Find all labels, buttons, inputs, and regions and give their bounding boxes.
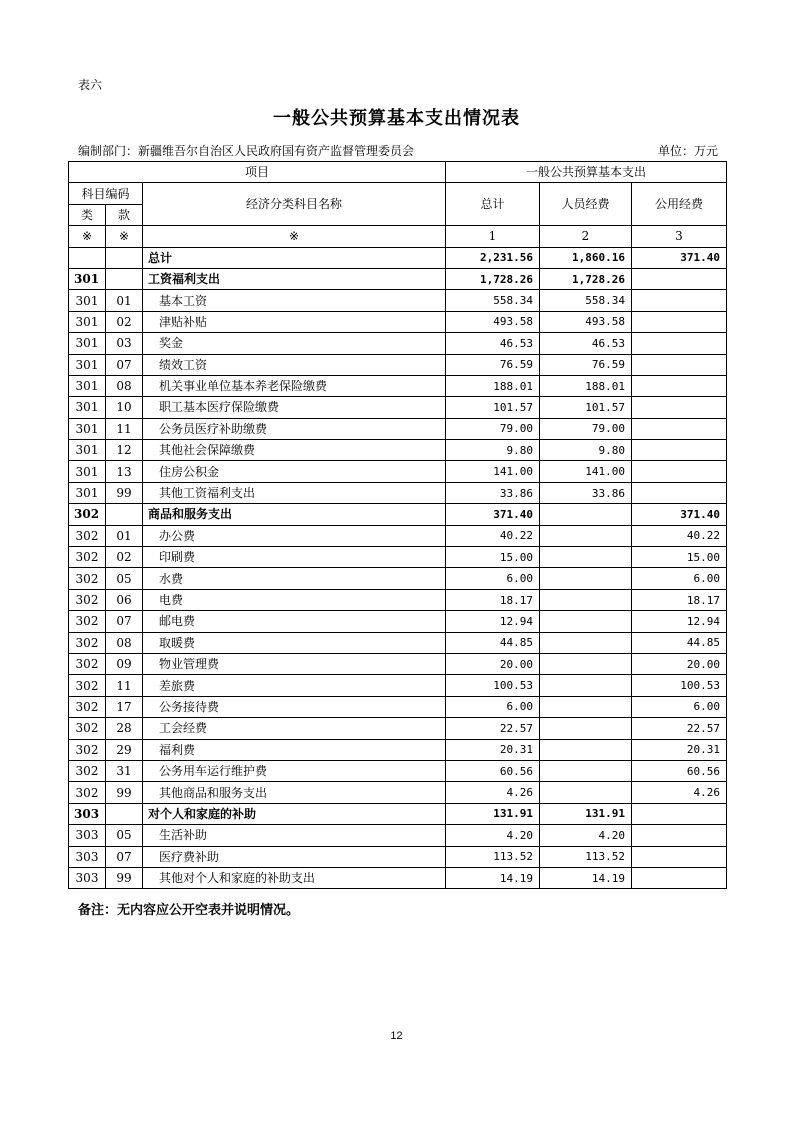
class-code-cell: 301 [69, 354, 106, 375]
personnel-cell [540, 653, 632, 674]
total-cell: 22.57 [446, 718, 540, 739]
public-cell [632, 268, 727, 289]
total-cell: 6.00 [446, 696, 540, 717]
table-row [69, 760, 727, 781]
table-row [69, 482, 727, 503]
class-code-cell: 301 [69, 397, 106, 418]
personnel-cell: 188.01 [540, 375, 632, 396]
item-name-cell: 电费 [143, 589, 446, 610]
header-project: 项目 [69, 162, 446, 183]
table-row [69, 718, 727, 739]
public-cell: 371.40 [632, 504, 727, 525]
section-code-cell: 06 [106, 589, 143, 610]
section-code-cell: 99 [106, 867, 143, 888]
item-name-cell: 办公费 [143, 525, 446, 546]
header-subject-code: 科目编码 [69, 183, 143, 204]
public-cell: 18.17 [632, 589, 727, 610]
section-code-cell: 01 [106, 290, 143, 311]
personnel-cell [540, 568, 632, 589]
department-label: 编制部门：新疆维吾尔自治区人民政府国有资产监督管理委员会 [78, 144, 415, 158]
class-code-cell: 301 [69, 418, 106, 439]
table-row [69, 311, 727, 332]
class-code-cell: 303 [69, 803, 106, 824]
item-name-cell: 邮电费 [143, 611, 446, 632]
table-row [69, 632, 727, 653]
item-name-cell: 公务用车运行维护费 [143, 760, 446, 781]
section-code-cell [106, 803, 143, 824]
personnel-cell [540, 504, 632, 525]
total-cell: 44.85 [446, 632, 540, 653]
section-code-cell: 03 [106, 333, 143, 354]
class-code-cell: 301 [69, 375, 106, 396]
group-row [69, 504, 727, 525]
class-code-cell: 302 [69, 525, 106, 546]
item-name-cell: 工会经费 [143, 718, 446, 739]
personnel-cell [540, 782, 632, 803]
section-code-cell: 28 [106, 718, 143, 739]
item-name-cell: 印刷费 [143, 547, 446, 568]
personnel-cell: 79.00 [540, 418, 632, 439]
col-number-1: 1 [446, 226, 540, 247]
group-row [69, 803, 727, 824]
public-cell [632, 461, 727, 482]
item-name-cell: 商品和服务支出 [143, 504, 446, 525]
personnel-cell [540, 739, 632, 760]
item-name-cell: 奖金 [143, 333, 446, 354]
header-public: 公用经费 [632, 183, 727, 226]
public-cell [632, 354, 727, 375]
section-code-cell: 99 [106, 482, 143, 503]
class-code-cell: 302 [69, 696, 106, 717]
total-cell: 20.31 [446, 739, 540, 760]
public-cell: 4.26 [632, 782, 727, 803]
class-code-cell: 301 [69, 290, 106, 311]
class-code-cell: 302 [69, 653, 106, 674]
item-name-cell: 其他社会保障缴费 [143, 440, 446, 461]
item-name-cell: 绩效工资 [143, 354, 446, 375]
table-row [69, 440, 727, 461]
table-label: 表六 [78, 78, 103, 92]
item-name-cell: 其他工资福利支出 [143, 482, 446, 503]
personnel-cell: 131.91 [540, 803, 632, 824]
personnel-cell: 4.20 [540, 825, 632, 846]
col-number-3: 3 [632, 226, 727, 247]
personnel-cell [540, 718, 632, 739]
section-code-cell: 31 [106, 760, 143, 781]
total-cell: 15.00 [446, 547, 540, 568]
header-budget-group: 一般公共预算基本支出 [446, 162, 727, 183]
personnel-cell: 558.34 [540, 290, 632, 311]
class-code-cell: 302 [69, 589, 106, 610]
personnel-cell [540, 525, 632, 546]
table-row [69, 739, 727, 760]
public-cell [632, 333, 727, 354]
mark-class: ※ [69, 226, 106, 247]
section-code-cell: 05 [106, 568, 143, 589]
total-cell: 113.52 [446, 846, 540, 867]
header-section: 款 [106, 204, 143, 225]
item-name-cell: 公务接待费 [143, 696, 446, 717]
public-cell: 44.85 [632, 632, 727, 653]
mark-section: ※ [106, 226, 143, 247]
item-name-cell: 取暖费 [143, 632, 446, 653]
item-name-cell: 住房公积金 [143, 461, 446, 482]
total-cell: 9.80 [446, 440, 540, 461]
class-code-cell: 301 [69, 311, 106, 332]
table-row [69, 290, 727, 311]
personnel-cell: 76.59 [540, 354, 632, 375]
total-cell: 14.19 [446, 867, 540, 888]
class-code-cell: 302 [69, 504, 106, 525]
personnel-cell: 46.53 [540, 333, 632, 354]
section-code-cell: 01 [106, 525, 143, 546]
class-code-cell [69, 247, 106, 268]
public-cell [632, 311, 727, 332]
personnel-cell [540, 696, 632, 717]
item-name-cell: 机关事业单位基本养老保险缴费 [143, 375, 446, 396]
table-row [69, 867, 727, 888]
public-cell: 6.00 [632, 568, 727, 589]
public-cell [632, 440, 727, 461]
public-cell [632, 375, 727, 396]
total-cell: 18.17 [446, 589, 540, 610]
total-cell: 131.91 [446, 803, 540, 824]
class-code-cell: 301 [69, 440, 106, 461]
public-cell: 20.00 [632, 653, 727, 674]
public-cell [632, 803, 727, 824]
section-code-cell: 09 [106, 653, 143, 674]
section-code-cell: 02 [106, 311, 143, 332]
personnel-cell: 113.52 [540, 846, 632, 867]
public-cell: 22.57 [632, 718, 727, 739]
class-code-cell: 302 [69, 782, 106, 803]
total-cell: 101.57 [446, 397, 540, 418]
section-code-cell [106, 247, 143, 268]
public-cell: 6.00 [632, 696, 727, 717]
total-cell: 100.53 [446, 675, 540, 696]
public-cell [632, 290, 727, 311]
public-cell: 371.40 [632, 247, 727, 268]
class-code-cell: 302 [69, 547, 106, 568]
section-code-cell: 08 [106, 375, 143, 396]
public-cell [632, 867, 727, 888]
table-row [69, 782, 727, 803]
header-row-4 [69, 226, 727, 247]
item-name-cell: 总计 [143, 247, 446, 268]
class-code-cell: 302 [69, 760, 106, 781]
unit-label: 单位：万元 [657, 144, 718, 158]
class-code-cell: 302 [69, 632, 106, 653]
section-code-cell: 11 [106, 675, 143, 696]
public-cell: 60.56 [632, 760, 727, 781]
item-name-cell: 职工基本医疗保险缴费 [143, 397, 446, 418]
table-row [69, 653, 727, 674]
table-row [69, 825, 727, 846]
table-row [69, 525, 727, 546]
item-name-cell: 生活补助 [143, 825, 446, 846]
section-code-cell: 07 [106, 611, 143, 632]
total-cell: 12.94 [446, 611, 540, 632]
personnel-cell [540, 611, 632, 632]
class-code-cell: 303 [69, 825, 106, 846]
class-code-cell: 302 [69, 675, 106, 696]
public-cell [632, 418, 727, 439]
total-cell: 493.58 [446, 311, 540, 332]
public-cell: 40.22 [632, 525, 727, 546]
page-number: 12 [390, 1030, 403, 1042]
personnel-cell: 141.00 [540, 461, 632, 482]
public-cell: 20.31 [632, 739, 727, 760]
header-class: 类 [69, 204, 106, 225]
total-cell: 20.00 [446, 653, 540, 674]
section-code-cell: 29 [106, 739, 143, 760]
personnel-cell [540, 675, 632, 696]
footnote: 备注：无内容应公开空表并说明情况。 [78, 903, 300, 918]
table-row [69, 375, 727, 396]
personnel-cell: 14.19 [540, 867, 632, 888]
personnel-cell: 1,728.26 [540, 268, 632, 289]
section-code-cell: 07 [106, 354, 143, 375]
total-cell: 40.22 [446, 525, 540, 546]
personnel-cell [540, 547, 632, 568]
class-code-cell: 302 [69, 718, 106, 739]
section-code-cell: 13 [106, 461, 143, 482]
public-cell [632, 482, 727, 503]
public-cell: 15.00 [632, 547, 727, 568]
item-name-cell: 基本工资 [143, 290, 446, 311]
table-row [69, 568, 727, 589]
class-code-cell: 302 [69, 739, 106, 760]
header-econ-name: 经济分类科目名称 [143, 183, 446, 226]
header-total: 总计 [446, 183, 540, 226]
personnel-cell: 33.86 [540, 482, 632, 503]
section-code-cell: 99 [106, 782, 143, 803]
section-code-cell [106, 504, 143, 525]
personnel-cell: 1,860.16 [540, 247, 632, 268]
public-cell [632, 846, 727, 867]
public-cell [632, 397, 727, 418]
section-code-cell [106, 268, 143, 289]
total-cell: 1,728.26 [446, 268, 540, 289]
personnel-cell [540, 632, 632, 653]
total-cell: 6.00 [446, 568, 540, 589]
section-code-cell: 17 [106, 696, 143, 717]
header-personnel: 人员经费 [540, 183, 632, 226]
section-code-cell: 10 [106, 397, 143, 418]
total-cell: 371.40 [446, 504, 540, 525]
class-code-cell: 301 [69, 482, 106, 503]
class-code-cell: 301 [69, 268, 106, 289]
total-cell: 46.53 [446, 333, 540, 354]
section-code-cell: 05 [106, 825, 143, 846]
table-row [69, 333, 727, 354]
total-cell: 76.59 [446, 354, 540, 375]
total-cell: 4.26 [446, 782, 540, 803]
header-row-2 [69, 183, 727, 204]
table-row [69, 675, 727, 696]
total-cell: 2,231.56 [446, 247, 540, 268]
table-row [69, 461, 727, 482]
total-cell: 33.86 [446, 482, 540, 503]
class-code-cell: 301 [69, 333, 106, 354]
table-row [69, 354, 727, 375]
class-code-cell: 302 [69, 611, 106, 632]
item-name-cell: 公务员医疗补助缴费 [143, 418, 446, 439]
header-row-1 [69, 162, 727, 183]
total-cell: 188.01 [446, 375, 540, 396]
section-code-cell: 02 [106, 547, 143, 568]
total-cell: 4.20 [446, 825, 540, 846]
section-code-cell: 07 [106, 846, 143, 867]
class-code-cell: 302 [69, 568, 106, 589]
table-row [69, 589, 727, 610]
personnel-cell: 493.58 [540, 311, 632, 332]
total-cell: 79.00 [446, 418, 540, 439]
item-name-cell: 福利费 [143, 739, 446, 760]
item-name-cell: 其他对个人和家庭的补助支出 [143, 867, 446, 888]
public-cell: 12.94 [632, 611, 727, 632]
table-body [69, 247, 727, 889]
group-row [69, 268, 727, 289]
item-name-cell: 其他商品和服务支出 [143, 782, 446, 803]
personnel-cell: 9.80 [540, 440, 632, 461]
section-code-cell: 08 [106, 632, 143, 653]
total-cell: 141.00 [446, 461, 540, 482]
table-row [69, 611, 727, 632]
table-row [69, 418, 727, 439]
table-row [69, 547, 727, 568]
table-row [69, 397, 727, 418]
section-code-cell: 11 [106, 418, 143, 439]
class-code-cell: 303 [69, 867, 106, 888]
item-name-cell: 物业管理费 [143, 653, 446, 674]
mark-name: ※ [143, 226, 446, 247]
public-cell [632, 825, 727, 846]
class-code-cell: 301 [69, 461, 106, 482]
personnel-cell [540, 760, 632, 781]
item-name-cell: 差旅费 [143, 675, 446, 696]
item-name-cell: 津贴补贴 [143, 311, 446, 332]
personnel-cell: 101.57 [540, 397, 632, 418]
table-row [69, 696, 727, 717]
page-title: 一般公共预算基本支出情况表 [273, 108, 520, 129]
item-name-cell: 工资福利支出 [143, 268, 446, 289]
budget-table [68, 161, 727, 889]
col-number-2: 2 [540, 226, 632, 247]
item-name-cell: 水费 [143, 568, 446, 589]
item-name-cell: 对个人和家庭的补助 [143, 803, 446, 824]
total-row [69, 247, 727, 268]
personnel-cell [540, 589, 632, 610]
item-name-cell: 医疗费补助 [143, 846, 446, 867]
total-cell: 558.34 [446, 290, 540, 311]
class-code-cell: 303 [69, 846, 106, 867]
public-cell: 100.53 [632, 675, 727, 696]
total-cell: 60.56 [446, 760, 540, 781]
section-code-cell: 12 [106, 440, 143, 461]
table-row [69, 846, 727, 867]
